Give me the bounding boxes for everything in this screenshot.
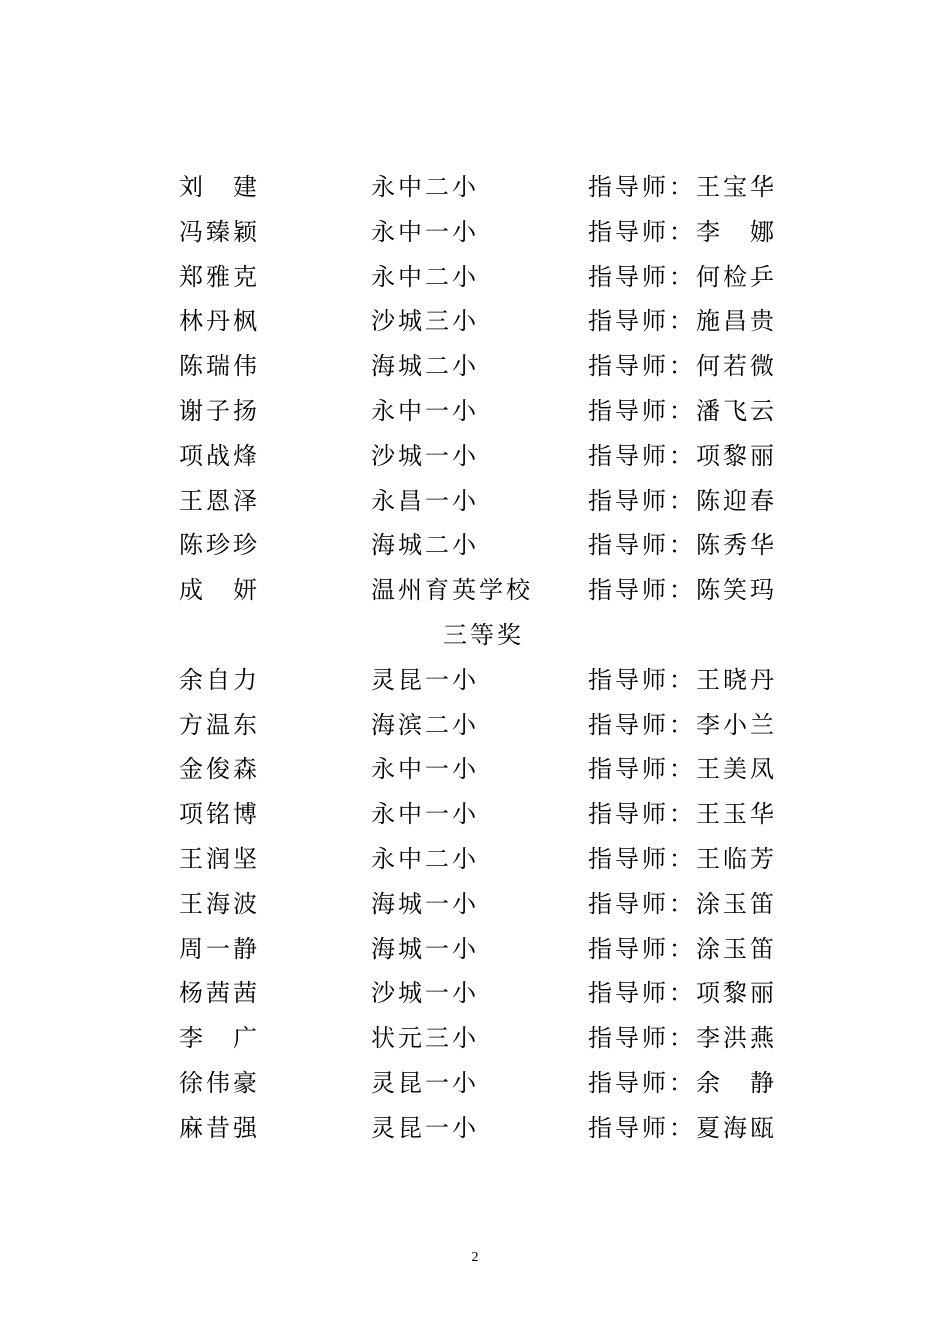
list-item <box>0 927 950 972</box>
school-name: 海城一小 <box>371 889 479 918</box>
advisor: 指导师：李 娜 <box>588 217 777 246</box>
advisor: 指导师：陈秀华 <box>588 531 777 560</box>
student-name: 周一静 <box>179 934 260 963</box>
student-name: 谢子扬 <box>179 396 260 425</box>
advisor: 指导师：王玉华 <box>588 800 777 829</box>
advisor: 指导师：施昌贵 <box>588 307 777 336</box>
student-name: 杨茜茜 <box>179 979 260 1008</box>
advisor: 指导师：李洪燕 <box>588 1024 777 1053</box>
advisor: 指导师：王美凤 <box>588 755 777 784</box>
advisor: 指导师：王临芳 <box>588 844 777 873</box>
award-list <box>0 165 950 1151</box>
school-name: 永昌一小 <box>371 486 479 515</box>
advisor: 指导师：涂玉笛 <box>588 934 777 963</box>
list-item <box>0 255 950 300</box>
advisor: 指导师：王宝华 <box>588 173 777 201</box>
student-name: 徐伟豪 <box>179 1068 260 1097</box>
advisor: 指导师：何若微 <box>588 352 777 381</box>
school-name: 灵昆一小 <box>371 1068 479 1097</box>
school-name: 永中一小 <box>371 217 479 246</box>
school-name: 状元三小 <box>371 1024 479 1053</box>
advisor: 指导师：涂玉笛 <box>588 889 777 918</box>
advisor: 指导师：陈迎春 <box>588 486 777 515</box>
student-name: 陈珍珍 <box>179 531 260 560</box>
advisor: 指导师：陈笑玛 <box>588 576 777 605</box>
student-name: 冯臻颖 <box>179 217 260 246</box>
advisor: 指导师：李小兰 <box>588 710 777 739</box>
school-name: 永中一小 <box>371 396 479 425</box>
student-name: 项战烽 <box>179 441 260 470</box>
student-name: 陈瑞伟 <box>179 352 260 381</box>
school-name: 沙城一小 <box>371 979 479 1008</box>
list-item <box>0 479 950 524</box>
advisor: 指导师：夏海瓯 <box>588 1113 777 1142</box>
school-name: 海城一小 <box>371 934 479 963</box>
advisor: 指导师：余 静 <box>588 1068 777 1097</box>
list-item <box>0 703 950 748</box>
advisor: 指导师：项黎丽 <box>588 979 777 1008</box>
school-name: 灵昆一小 <box>371 1113 479 1142</box>
list-item <box>0 523 950 568</box>
student-name: 成 妍 <box>179 576 260 605</box>
school-name: 永中二小 <box>371 173 479 201</box>
student-name: 王海波 <box>179 889 260 918</box>
student-name: 郑雅克 <box>179 262 260 291</box>
list-item <box>0 210 950 255</box>
school-name: 海滨二小 <box>371 710 479 739</box>
student-name: 项铭博 <box>179 800 260 829</box>
list-item <box>0 792 950 837</box>
list-item <box>0 344 950 389</box>
list-item <box>0 165 950 210</box>
advisor: 指导师：项黎丽 <box>588 441 777 470</box>
student-name: 林丹枫 <box>179 307 260 336</box>
school-name: 永中二小 <box>371 262 479 291</box>
list-item <box>0 837 950 882</box>
student-name: 刘 建 <box>179 173 260 201</box>
page-number: 2 <box>471 1250 479 1265</box>
school-name: 沙城三小 <box>371 307 479 336</box>
student-name: 余自力 <box>179 665 260 694</box>
list-item <box>0 1106 950 1151</box>
student-name: 王恩泽 <box>179 486 260 515</box>
section-heading: 三等奖 <box>443 620 524 649</box>
student-name: 麻昔强 <box>179 1113 260 1142</box>
school-name: 永中一小 <box>371 800 479 829</box>
list-item <box>0 1016 950 1061</box>
school-name: 永中一小 <box>371 755 479 784</box>
list-item <box>0 658 950 703</box>
school-name: 海城二小 <box>371 531 479 560</box>
school-name: 海城二小 <box>371 352 479 381</box>
list-item <box>0 882 950 927</box>
section-heading-row <box>0 613 950 658</box>
student-name: 王润坚 <box>179 844 260 873</box>
advisor: 指导师：何检乒 <box>588 262 777 291</box>
list-item <box>0 971 950 1016</box>
student-name: 方温东 <box>179 710 260 739</box>
school-name: 灵昆一小 <box>371 665 479 694</box>
school-name: 永中二小 <box>371 844 479 873</box>
list-item <box>0 1061 950 1106</box>
student-name: 金俊森 <box>179 755 260 784</box>
list-item <box>0 389 950 434</box>
list-item <box>0 568 950 613</box>
list-item <box>0 299 950 344</box>
school-name: 沙城一小 <box>371 441 479 470</box>
advisor: 指导师：潘飞云 <box>588 396 777 425</box>
list-item <box>0 434 950 479</box>
school-name: 温州育英学校 <box>371 576 533 605</box>
student-name: 李 广 <box>179 1024 260 1053</box>
advisor: 指导师：王晓丹 <box>588 665 777 694</box>
list-item <box>0 747 950 792</box>
